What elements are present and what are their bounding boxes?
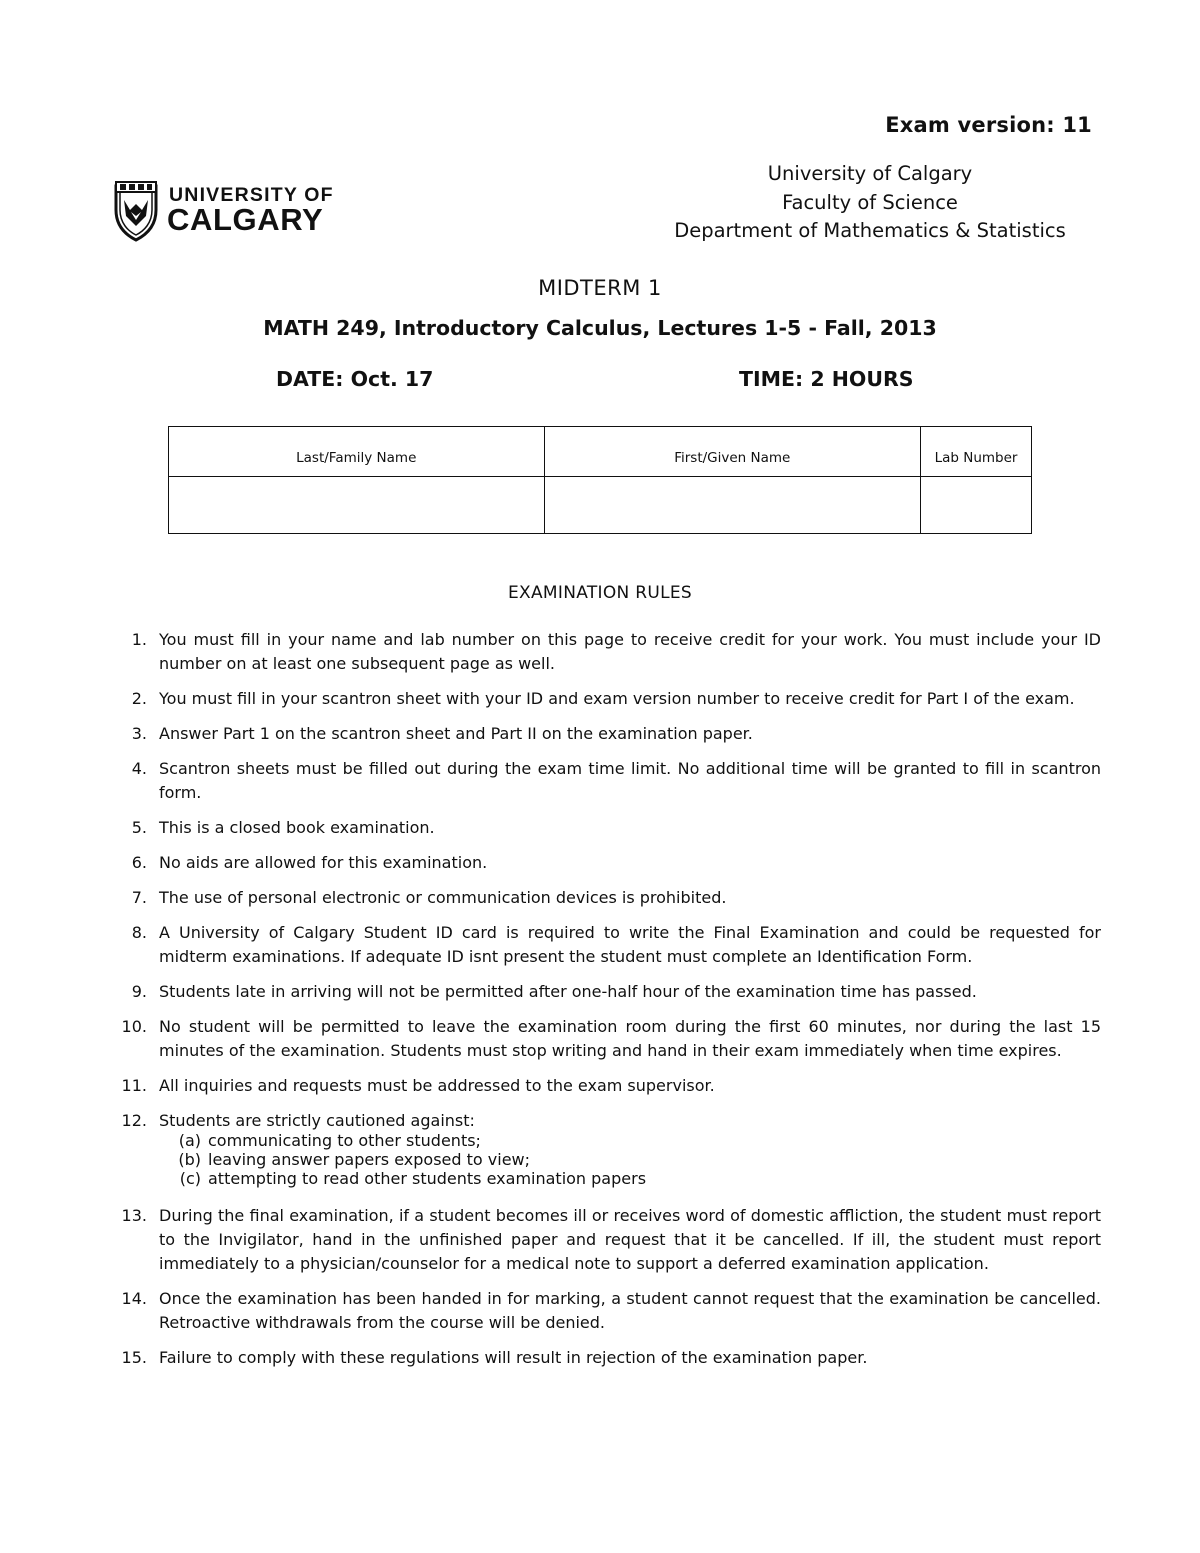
rule-item [115, 816, 1101, 840]
faculty-name: Faculty of Science [782, 190, 958, 214]
rule-text: Students late in arriving will not be permitted after one-half hour of the examination time has passed. [159, 982, 977, 1001]
rule-item [115, 1074, 1101, 1098]
last-name-field[interactable] [169, 477, 545, 534]
rule-item [115, 628, 1101, 676]
rule-number: 9. [131, 982, 147, 1001]
rule-number: 2. [131, 689, 147, 708]
rule-text: Answer Part 1 on the scantron sheet and Part II on the examination paper. [159, 724, 753, 743]
crest-icon [112, 180, 160, 242]
exam-time: TIME: 2 HOURS [739, 367, 914, 391]
rule-text: You must fill in your scantron sheet with your ID and exam version number to receive credit for Part I of the exam. [159, 689, 1075, 708]
sub-label: (c) [179, 1169, 201, 1188]
rule-item [115, 1287, 1101, 1335]
lab-number-field[interactable] [921, 477, 1032, 534]
rule-number: 10. [121, 1017, 147, 1036]
rule-number: 14. [121, 1289, 147, 1308]
rule-item [115, 1015, 1101, 1063]
rule-number: 6. [131, 853, 147, 872]
rule-item [115, 980, 1101, 1004]
exam-version: Exam version: 11 [885, 113, 1092, 137]
rule-number: 11. [121, 1076, 147, 1095]
rule-text: Failure to comply with these regulations will result in rejection of the examination paper. [159, 1348, 868, 1367]
student-info-table [168, 426, 1032, 534]
rules-list [115, 628, 1101, 1381]
institution-block [630, 160, 1110, 246]
first-name-field[interactable] [544, 477, 921, 534]
table-header-row [169, 427, 1032, 477]
rule-item [115, 921, 1101, 969]
sub-text: communicating to other students; [208, 1131, 481, 1150]
lab-number-header: Lab Number [921, 427, 1032, 477]
sub-text: attempting to read other students examination papers [208, 1169, 647, 1188]
logo-text-bottom: CALGARY [167, 202, 324, 237]
rule-number: 15. [121, 1348, 147, 1367]
logo-text-top: UNIVERSITY OF [169, 184, 334, 206]
rule-text: During the final examination, if a student becomes ill or receives word of domestic affliction, the student must report to the Invigilator, hand in the unfinished paper and request that it be cancelled. If ill, the student must report immediately to a physician/counselor for a medical note to support a deferred examination application. [159, 1206, 1101, 1273]
table-row [169, 477, 1032, 534]
rule-item [115, 722, 1101, 746]
rule-item [115, 757, 1101, 805]
rule-number: 5. [131, 818, 147, 837]
sub-label: (a) [178, 1131, 201, 1150]
university-logo [112, 180, 342, 244]
sub-label: (b) [178, 1150, 201, 1169]
rule-text: This is a closed book examination. [159, 818, 435, 837]
rule-item [115, 687, 1101, 711]
rule-number: 7. [131, 888, 147, 907]
rule-item [115, 851, 1101, 875]
rule-item [115, 1346, 1101, 1370]
last-name-header: Last/Family Name [169, 427, 545, 477]
rule-text: A University of Calgary Student ID card is required to write the Final Examination and could be requested for midterm examinations. If adequate ID isnt present the student must complete an Identification Form. [159, 923, 1101, 966]
rule-text: All inquiries and requests must be addressed to the exam supervisor. [159, 1076, 715, 1095]
rules-title: EXAMINATION RULES [508, 583, 692, 603]
rule-item [115, 1109, 1101, 1188]
first-name-header: First/Given Name [544, 427, 921, 477]
sub-item [159, 1150, 1101, 1169]
rule-number: 1. [131, 630, 147, 649]
rule-text: No aids are allowed for this examination. [159, 853, 488, 872]
rule-number: 13. [121, 1206, 147, 1225]
rule-text: You must fill in your name and lab number on this page to receive credit for your work. You must include your ID number on at least one subsequent page as well. [159, 630, 1101, 673]
course-title: MATH 249, Introductory Calculus, Lectures 1-5 - Fall, 2013 [263, 316, 937, 340]
rule-text: No student will be permitted to leave the examination room during the first 60 minutes, nor during the last 15 minutes of the examination. Students must stop writing and hand in their exam immediately when time expires. [159, 1017, 1101, 1060]
institution-name: University of Calgary [767, 162, 973, 185]
rule-text: Once the examination has been handed in for marking, a student cannot request that the examination be cancelled. Retroactive withdrawals from the course will be denied. [159, 1289, 1101, 1332]
sub-text: leaving answer papers exposed to view; [208, 1150, 531, 1169]
exam-date: DATE: Oct. 17 [276, 367, 434, 391]
rule-text: The use of personal electronic or communication devices is prohibited. [159, 888, 727, 907]
exam-title: MIDTERM 1 [538, 276, 662, 300]
rule-number: 4. [131, 759, 147, 778]
rule-item [115, 1204, 1101, 1276]
sub-list [159, 1131, 1101, 1188]
department-name: Department of Mathematics & Statistics [674, 219, 1066, 242]
rule-item [115, 886, 1101, 910]
rule-number: 12. [121, 1111, 147, 1130]
rule-text: Scantron sheets must be filled out during the exam time limit. No additional time will be granted to fill in scantron form. [159, 759, 1101, 802]
rule-number: 3. [131, 724, 147, 743]
rule-text: Students are strictly cautioned against: [159, 1111, 475, 1130]
rule-number: 8. [131, 923, 147, 942]
sub-item [159, 1131, 1101, 1150]
sub-item [159, 1169, 1101, 1188]
